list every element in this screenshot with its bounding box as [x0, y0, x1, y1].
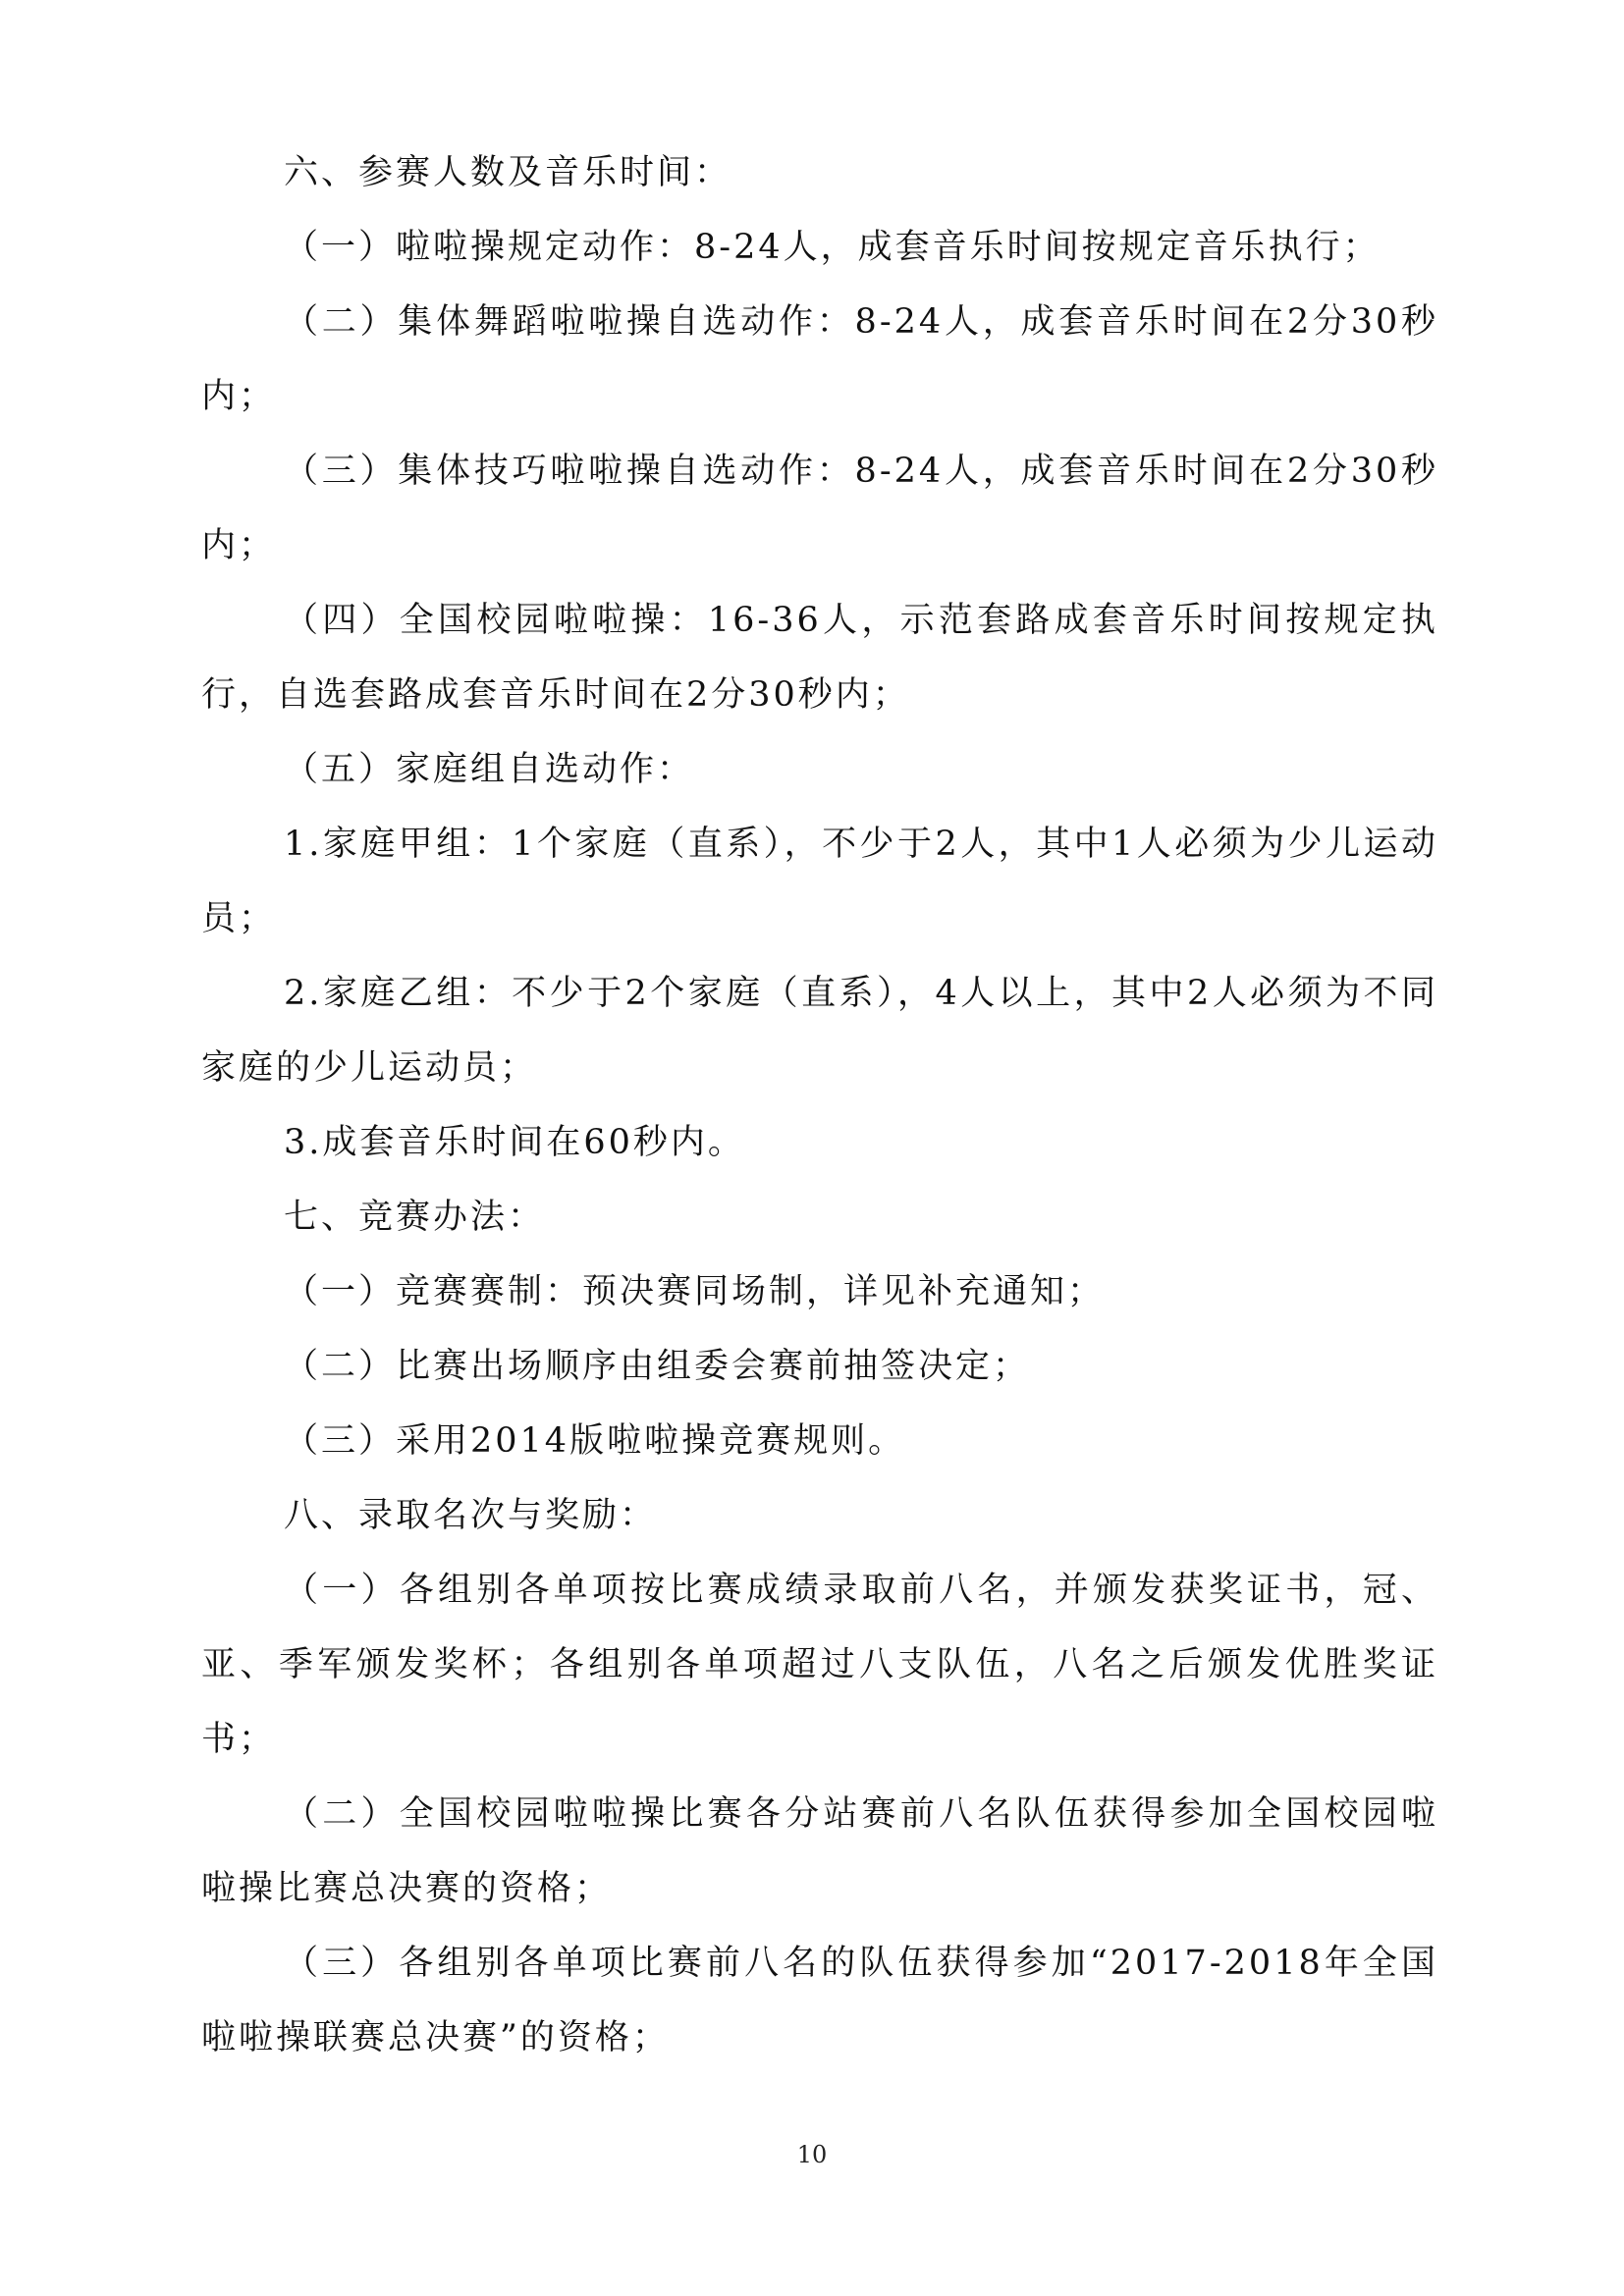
paragraph-competition-1: （一）竞赛赛制：预决赛同场制，详见补充通知；: [284, 1272, 1106, 1311]
paragraph-item-2: （二）集体舞蹈啦啦操自选动作：8-24人，成套音乐时间在2分30秒内；: [201, 302, 1438, 416]
paragraph-family-music: 3.成套音乐时间在60秒内。: [284, 1123, 745, 1162]
paragraph-item-3: （三）集体技巧啦啦操自选动作：8-24人，成套音乐时间在2分30秒内；: [201, 452, 1438, 565]
section-heading-competition: 七、竞赛办法：: [284, 1198, 546, 1237]
document-body: [201, 135, 1438, 2075]
paragraph-awards-2: （二）全国校园啦啦操比赛各分站赛前八名队伍获得参加全国校园啦啦操比赛总决赛的资格；: [201, 1794, 1438, 1908]
section-heading-awards: 八、录取名次与奖励：: [284, 1496, 658, 1535]
paragraph-item-4: （四）全国校园啦啦操：16-36人，示范套路成套音乐时间按规定执行，自选套路成套音乐时间在2分30秒内；: [201, 601, 1438, 715]
paragraph-item-1: （一）啦啦操规定动作：8-24人，成套音乐时间按规定音乐执行；: [284, 228, 1380, 267]
paragraph-competition-2: （二）比赛出场顺序由组委会赛前抽签决定；: [284, 1347, 1031, 1386]
paragraph-family-a: 1.家庭甲组：1个家庭（直系），不少于2人，其中1人必须为少儿运动员；: [201, 825, 1438, 938]
paragraph-family-b: 2.家庭乙组：不少于2个家庭（直系），4人以上，其中2人必须为不同家庭的少儿运动员；: [201, 974, 1438, 1088]
paragraph-awards-3: （三）各组别各单项比赛前八名的队伍获得参加“2017-2018年全国啦啦操联赛总决赛”的资格；: [201, 1944, 1438, 2057]
paragraph-awards-1: （一）各组别各单项按比赛成绩录取前八名，并颁发获奖证书，冠、亚、季军颁发奖杯；各组别各单项超过八支队伍，八名之后颁发优胜奖证书；: [201, 1571, 1438, 1759]
page-number: 10: [796, 2141, 828, 2168]
paragraph-item-5: （五）家庭组自选动作：: [284, 750, 695, 789]
paragraph-competition-3: （三）采用2014版啦啦操竞赛规则。: [284, 1421, 906, 1461]
section-heading-participants: 六、参赛人数及音乐时间：: [284, 153, 732, 192]
